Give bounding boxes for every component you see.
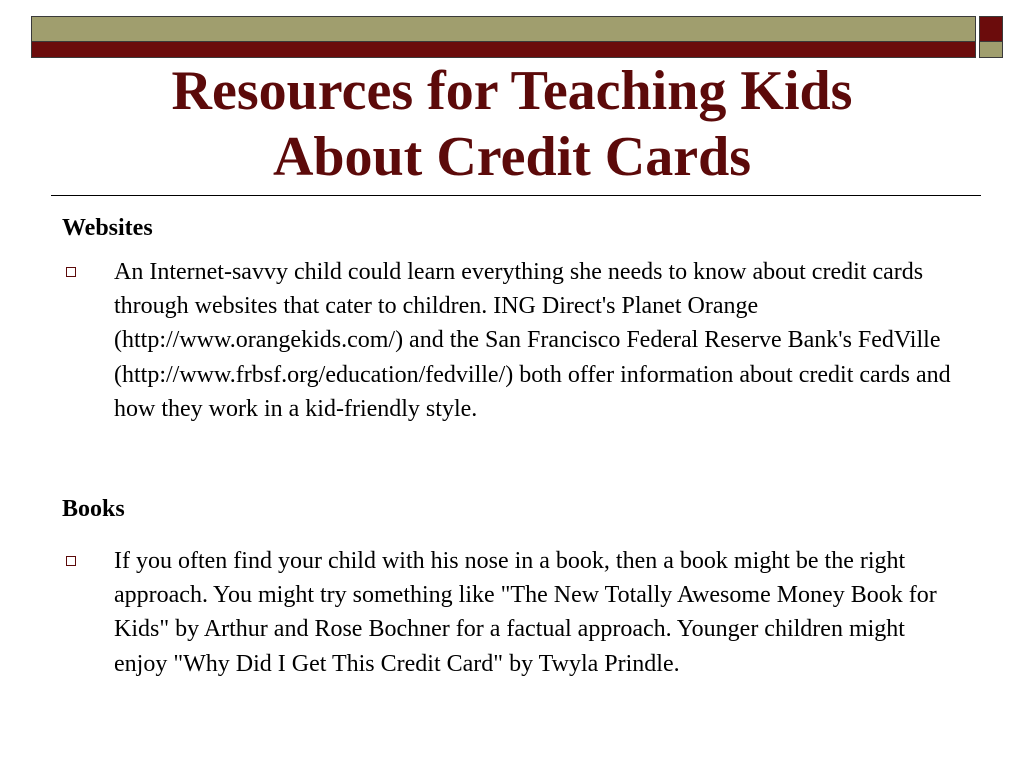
hollow-square-bullet-icon <box>66 556 76 566</box>
header-square-maroon <box>979 16 1003 42</box>
hollow-square-bullet-icon <box>66 267 76 277</box>
header-square-olive <box>979 42 1003 58</box>
title-divider <box>51 195 981 196</box>
header-bar-maroon <box>31 42 976 58</box>
header-bar-olive <box>31 16 976 42</box>
bullet-text-websites: An Internet-savvy child could learn everything she needs to know about credit cards through websites that cater to children. ING Direct's Planet Orange (http://www.orangekids.com/) and the San Francisco Federal Reserve Bank's FedVille (http://www.frbsf.org/education/fedville/) both offer information about credit cards and how they work in a kid-friendly style. <box>114 259 951 422</box>
slide-title-line1: Resources for Teaching Kids <box>171 60 853 122</box>
section-heading-books: Books <box>62 496 125 522</box>
bullet-text-books: If you often find your child with his nose in a book, then a book might be the right approach. You might try something like "The New Totally Awesome Money Book for Kids" by Arthur and Rose Bochner for a factual approach. Younger children might enjoy "Why Did I Get This Credit Card" by Twyla Prindle. <box>114 548 937 677</box>
section-heading-websites: Websites <box>62 215 153 241</box>
slide-title-line2: About Credit Cards <box>272 126 752 188</box>
slide-title <box>60 58 964 190</box>
